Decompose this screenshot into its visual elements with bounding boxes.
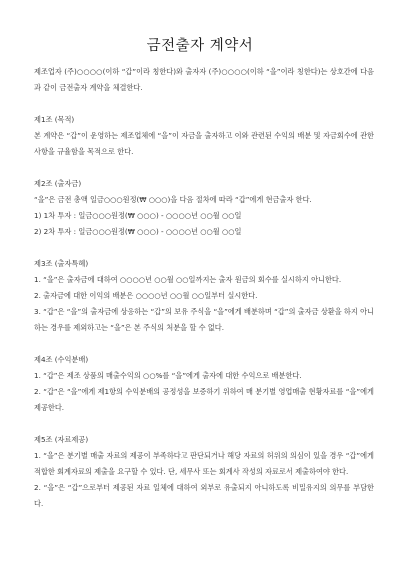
document-title: 금전출자 계약서 (146, 38, 254, 54)
article-title: 제3조 (출자특혜) (34, 259, 89, 268)
document-body (34, 64, 374, 512)
article-title: 제4조 (수익분배) (34, 355, 89, 364)
article-line: 1. “갑”은 제조 상품의 매출수익의 ○○%를 “을”에게 출자에 대한 수익으로 배분한다. (34, 371, 302, 380)
article-line: “을”은 금전 총액 일금○○○원정(₩ ○○○)을 다음 절차에 따라 “갑”에게 현금출자 한다. (34, 195, 312, 204)
article-5 (34, 432, 374, 512)
article-line: 2. “갑”은 “을”에게 제1항의 수익분배의 공정성을 보증하기 위하여 매 분기별 영업매출 현황자료를 “을”에게 제공한다. (34, 387, 374, 412)
article-3 (34, 256, 374, 336)
article-line: 1) 1차 투자 : 일금○○○원정(₩ ○○○) - ○○○○년 ○○월 ○○일 (34, 211, 242, 220)
article-line: 1. “을”은 출자금에 대하여 ○○○○년 ○○월 ○○일까지는 출자 원금의 회수를 실시하지 아니한다. (34, 275, 342, 284)
article-line: 3. “갑”은 “을”의 출자금에 상응하는 “갑”의 보유 주식을 “을”에게 배분하며 “갑”의 출자금 상환을 하지 아니하는 경우를 제외하고는 “을”은 본 주식의 처분을 할 수 없다. (34, 307, 374, 332)
article-2 (34, 176, 374, 240)
article-line: 2. 출자금에 대한 이익의 배분은 ○○○○년 ○○월 ○○일부터 실시한다. (34, 291, 258, 300)
article-line: 2. “을”은 “갑”으로부터 제공된 자료 일체에 대하여 외부로 유출되지 아니하도록 비밀유지의 의무를 부담한다. (34, 483, 374, 508)
article-line: 본 계약은 “갑”이 운영하는 제조업체에 “을”이 자금을 출자하고 이와 관련된 수익의 배분 및 자금회수에 관한 사항을 규율함을 목적으로 한다. (34, 131, 374, 156)
article-title: 제5조 (자료제공) (34, 435, 89, 444)
article-1 (34, 112, 374, 160)
article-title: 제1조 (목적) (34, 115, 75, 124)
article-4 (34, 352, 374, 416)
article-line: 1. “을”은 분기별 매출 자료의 제공이 부족하다고 판단되거나 해당 자료의 허위의 의심이 있을 경우 “갑”에게 적합한 회계자료의 제출을 요구할 수 있다. 단, 세무사 또는 회계사 작성의 자료로서 제출하여야 한다. (34, 451, 374, 476)
article-title: 제2조 (출자금) (34, 179, 82, 188)
intro-paragraph: 제조업자 (주)○○○○(이하 “갑”이라 칭한다)와 출자자 (주)○○○○(이하 “을”이라 칭한다)는 상호간에 다음과 같이 금전출자 계약을 체결한다. (34, 67, 374, 92)
article-line: 2) 2차 투자 : 일금○○○원정(₩ ○○○) - ○○○○년 ○○월 ○○일 (34, 227, 242, 236)
